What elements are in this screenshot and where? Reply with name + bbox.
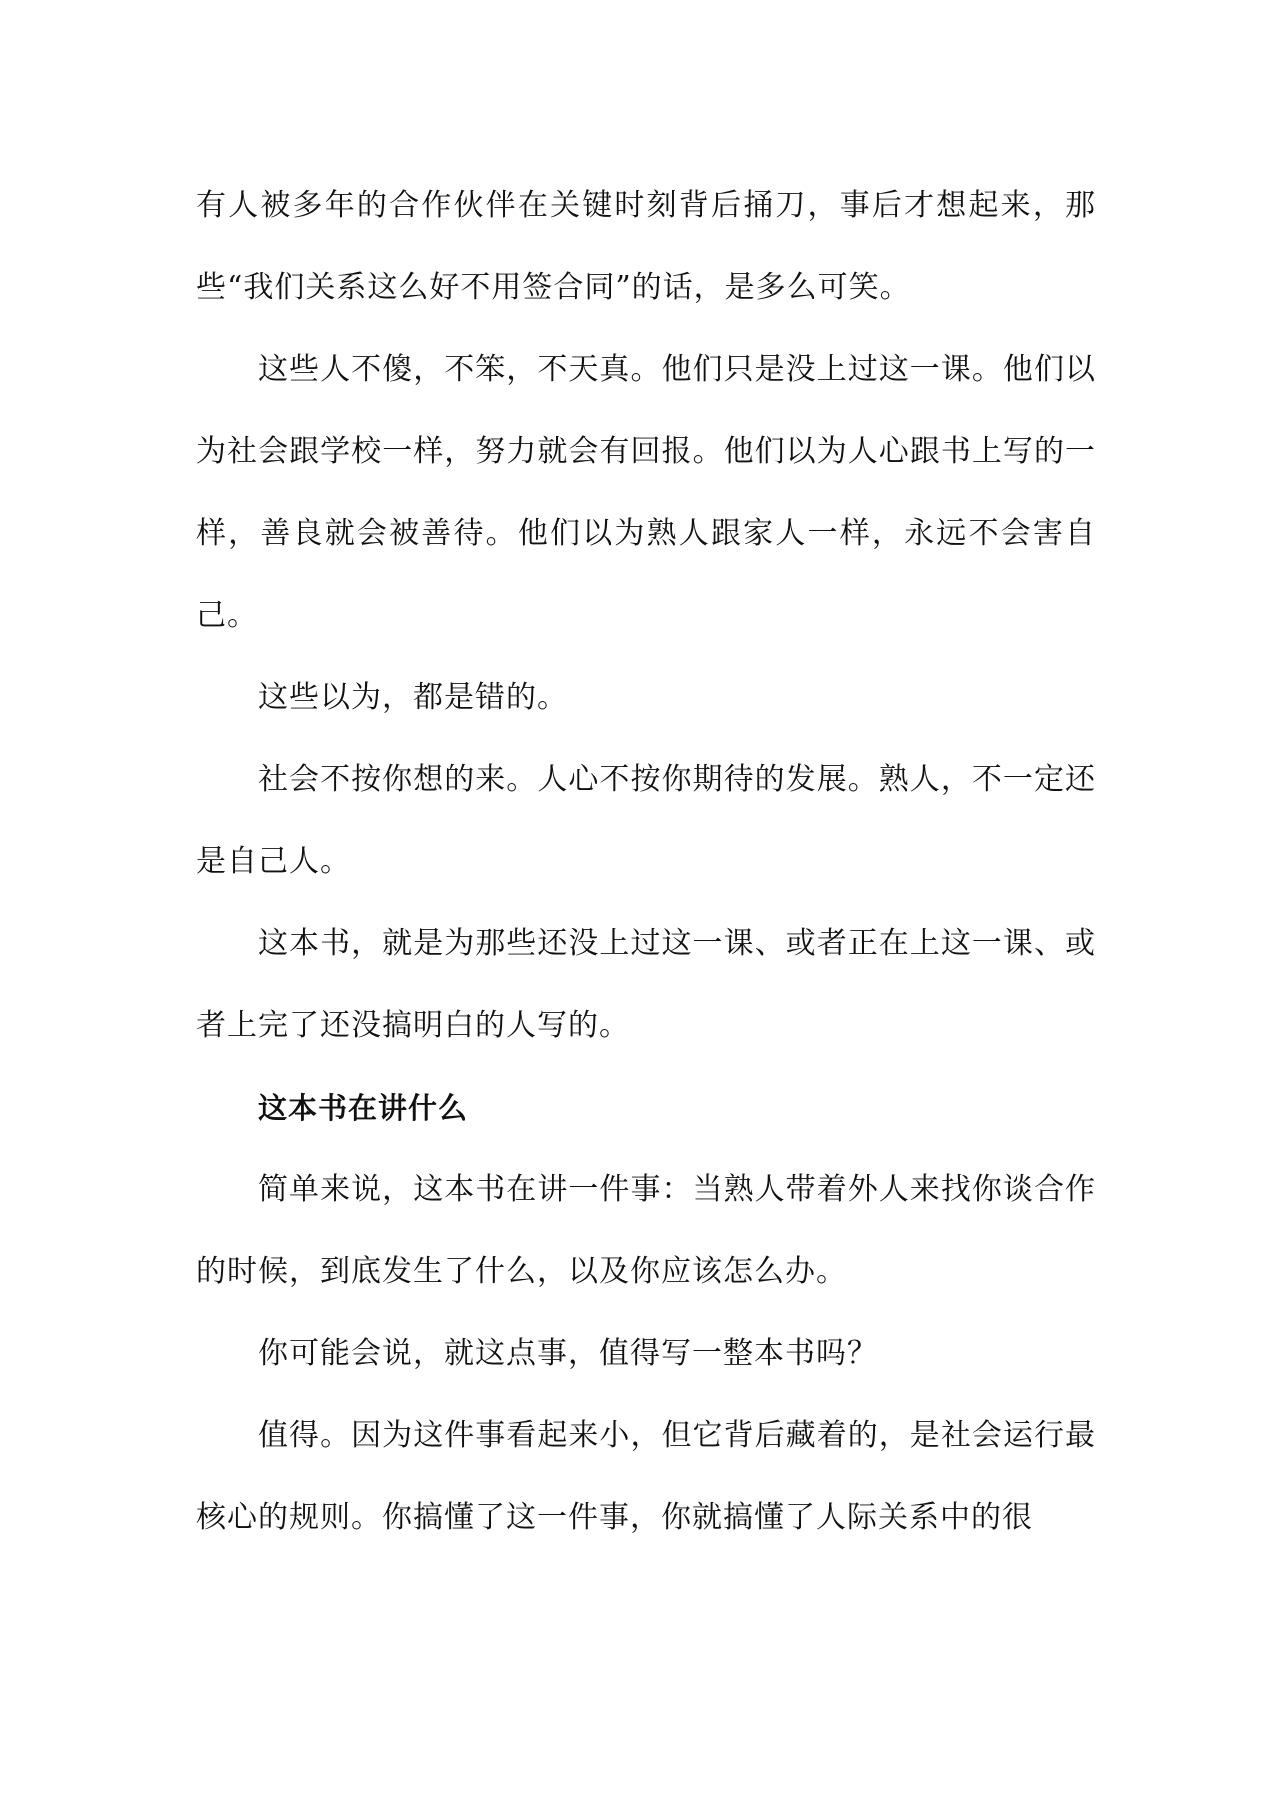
paragraph-continued: 有人被多年的合作伙伴在关键时刻背后捅刀，事后才想起来，那些“我们关系这么好不用签合同”的话，是多么可笑。 — [196, 188, 1096, 305]
paragraph: 简单来说，这本书在讲一件事：当熟人带着外人来找你谈合作的时候，到底发生了什么，以及你应该怎么办。 — [196, 1172, 1096, 1289]
paragraph: 值得。因为这件事看起来小，但它背后藏着的，是社会运行最核心的规则。你搞懂了这一件事，你就搞懂了人际关系中的很 — [196, 1418, 1096, 1535]
document-body — [196, 165, 1096, 1559]
paragraph: 这些以为，都是错的。 — [258, 680, 568, 715]
paragraph: 这些人不傻，不笨，不天真。他们只是没上过这一课。他们以为社会跟学校一样，努力就会有回报。他们以为人心跟书上写的一样，善良就会被善待。他们以为熟人跟家人一样，永远不会害自己。 — [196, 352, 1096, 633]
paragraph: 这本书，就是为那些还没上过这一课、或者正在上这一课、或者上完了还没搞明白的人写的。 — [196, 926, 1096, 1043]
paragraph: 你可能会说，就这点事，值得写一整本书吗？ — [258, 1336, 878, 1371]
paragraph: 社会不按你想的来。人心不按你期待的发展。熟人，不一定还是自己人。 — [196, 762, 1096, 879]
section-heading: 这本书在讲什么 — [258, 1091, 469, 1125]
